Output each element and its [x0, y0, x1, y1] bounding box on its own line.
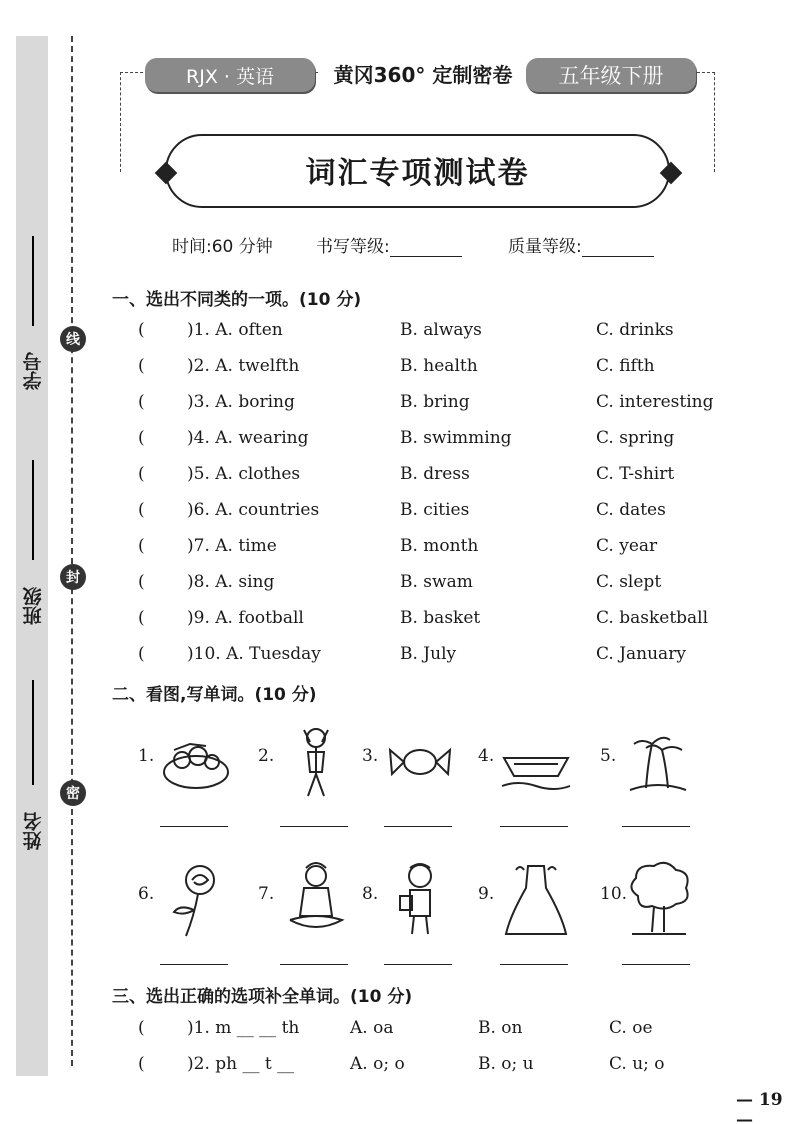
island-icon — [622, 722, 694, 800]
option-a: A. oa — [350, 1018, 394, 1038]
question-row — [0, 608, 794, 638]
option-a: )3. A. boring — [187, 392, 295, 412]
question-row — [0, 320, 794, 350]
option-a: )1. A. often — [187, 320, 283, 340]
quality-grade — [508, 232, 654, 257]
answer-bracket[interactable]: ( — [138, 500, 145, 520]
seal-line: 线 — [60, 326, 86, 352]
question-number: 5. — [600, 746, 617, 766]
boy-reading-icon — [384, 860, 456, 938]
question-row — [0, 1018, 794, 1048]
option-b: B. cities — [400, 500, 470, 520]
subject-badge: RJX · 英语 — [145, 58, 315, 92]
option-b: B. July — [400, 644, 457, 664]
option-c: C. interesting — [596, 392, 714, 412]
question-row — [0, 572, 794, 602]
answer-bracket[interactable]: ( — [138, 1054, 145, 1074]
picture-question — [138, 860, 258, 980]
seal-secret: 密 — [60, 780, 86, 806]
option-c: C. year — [596, 536, 658, 556]
answer-bracket[interactable]: ( — [138, 536, 145, 556]
question-number: 7. — [258, 884, 275, 904]
picture-question — [600, 722, 720, 842]
question-number: 4. — [478, 746, 495, 766]
option-b: B. on — [478, 1018, 523, 1038]
writing-grade-label: 书写等级: — [316, 237, 390, 257]
option-b: B. month — [400, 536, 479, 556]
answer-blank[interactable] — [280, 826, 348, 827]
option-a: )6. A. countries — [187, 500, 320, 520]
candy-icon — [384, 722, 456, 800]
section1-title: 一、选出不同类的一项。(10 分) — [112, 290, 362, 310]
option-b: B. o; u — [478, 1054, 534, 1074]
question-word: )1. m __ __ th — [187, 1018, 300, 1038]
grade-badge: 五年级下册 — [526, 58, 696, 92]
question-row — [0, 464, 794, 494]
name-line — [32, 680, 34, 785]
tree-icon — [622, 860, 694, 938]
answer-blank[interactable] — [160, 826, 228, 827]
option-b: B. swam — [400, 572, 473, 592]
answer-bracket[interactable]: ( — [138, 608, 145, 628]
picture-question — [478, 860, 598, 980]
question-row — [0, 392, 794, 422]
option-c: C. basketball — [596, 608, 709, 628]
option-a: )2. A. twelfth — [187, 356, 300, 376]
page-title: 词汇专项测试卷 — [305, 156, 530, 191]
option-a: )10. A. Tuesday — [187, 644, 321, 664]
answer-blank[interactable] — [622, 826, 690, 827]
answer-blank[interactable] — [500, 964, 568, 965]
section3-title: 三、选出正确的选项补全单词。(10 分) — [112, 987, 413, 1007]
answer-bracket[interactable]: ( — [138, 356, 145, 376]
answer-bracket[interactable]: ( — [138, 320, 145, 340]
question-word: )2. ph __ t __ — [187, 1054, 295, 1074]
quality-grade-blank[interactable] — [582, 239, 654, 257]
picture-question — [362, 860, 482, 980]
name-label: 姓名 — [22, 812, 45, 850]
question-row — [0, 1054, 794, 1084]
writing-grade — [316, 232, 462, 257]
option-c: C. T-shirt — [596, 464, 675, 484]
student-id-line — [32, 236, 34, 326]
option-b: B. always — [400, 320, 482, 340]
picture-question — [362, 722, 482, 842]
series-name: 黄冈360° 定制密卷 — [318, 60, 528, 90]
option-c: C. u; o — [609, 1054, 665, 1074]
page-number: — 19 — — [736, 1090, 783, 1124]
rose-icon — [160, 860, 232, 938]
option-b: B. bring — [400, 392, 470, 412]
option-a: )4. A. wearing — [187, 428, 309, 448]
option-a: )7. A. time — [187, 536, 277, 556]
question-row — [0, 428, 794, 458]
question-row — [0, 644, 794, 674]
headache-person-icon — [280, 722, 352, 800]
option-b: B. swimming — [400, 428, 512, 448]
question-number: 8. — [362, 884, 379, 904]
section2-title: 二、看图,写单词。(10 分) — [112, 685, 317, 705]
option-a: )5. A. clothes — [187, 464, 301, 484]
time-label: 时间:60 分钟 — [172, 237, 273, 257]
writing-grade-blank[interactable] — [390, 239, 462, 257]
option-c: C. slept — [596, 572, 662, 592]
answer-blank[interactable] — [384, 826, 452, 827]
option-b: B. dress — [400, 464, 470, 484]
question-number: 9. — [478, 884, 495, 904]
option-b: B. health — [400, 356, 478, 376]
option-a: A. o; o — [350, 1054, 405, 1074]
picture-question — [138, 722, 258, 842]
option-c: C. dates — [596, 500, 666, 520]
option-c: C. spring — [596, 428, 675, 448]
seal-seal: 封 — [60, 564, 86, 590]
option-c: C. oe — [609, 1018, 653, 1038]
option-c: C. January — [596, 644, 686, 664]
answer-blank[interactable] — [622, 964, 690, 965]
question-row — [0, 356, 794, 386]
question-number: 10. — [600, 884, 628, 904]
question-number: 1. — [138, 746, 155, 766]
answer-bracket[interactable]: ( — [138, 572, 145, 592]
question-number: 2. — [258, 746, 275, 766]
question-row — [0, 536, 794, 566]
boat-icon — [500, 722, 572, 800]
picture-question — [258, 860, 378, 980]
picture-question — [600, 860, 720, 980]
answer-bracket[interactable]: ( — [138, 428, 145, 448]
picture-question — [478, 722, 598, 842]
answer-blank[interactable] — [280, 964, 348, 965]
picture-question — [258, 722, 378, 842]
quality-grade-label: 质量等级: — [508, 237, 582, 257]
answer-blank[interactable] — [500, 826, 568, 827]
dress-icon — [500, 860, 572, 938]
student-id-label: 学号 — [22, 352, 45, 390]
girl-washing-icon — [280, 860, 352, 938]
option-c: C. fifth — [596, 356, 655, 376]
class-label: 班级 — [22, 587, 45, 625]
answer-bracket[interactable]: ( — [138, 644, 145, 664]
answer-bracket[interactable]: ( — [138, 464, 145, 484]
option-c: C. drinks — [596, 320, 674, 340]
answer-bracket[interactable]: ( — [138, 1018, 145, 1038]
option-b: B. basket — [400, 608, 481, 628]
answer-blank[interactable] — [384, 964, 452, 965]
question-number: 6. — [138, 884, 155, 904]
answer-blank[interactable] — [160, 964, 228, 965]
question-number: 3. — [362, 746, 379, 766]
answer-bracket[interactable]: ( — [138, 392, 145, 412]
option-a: )9. A. football — [187, 608, 304, 628]
question-row — [0, 500, 794, 530]
option-a: )8. A. sing — [187, 572, 275, 592]
fruit-bowl-icon — [160, 722, 232, 800]
